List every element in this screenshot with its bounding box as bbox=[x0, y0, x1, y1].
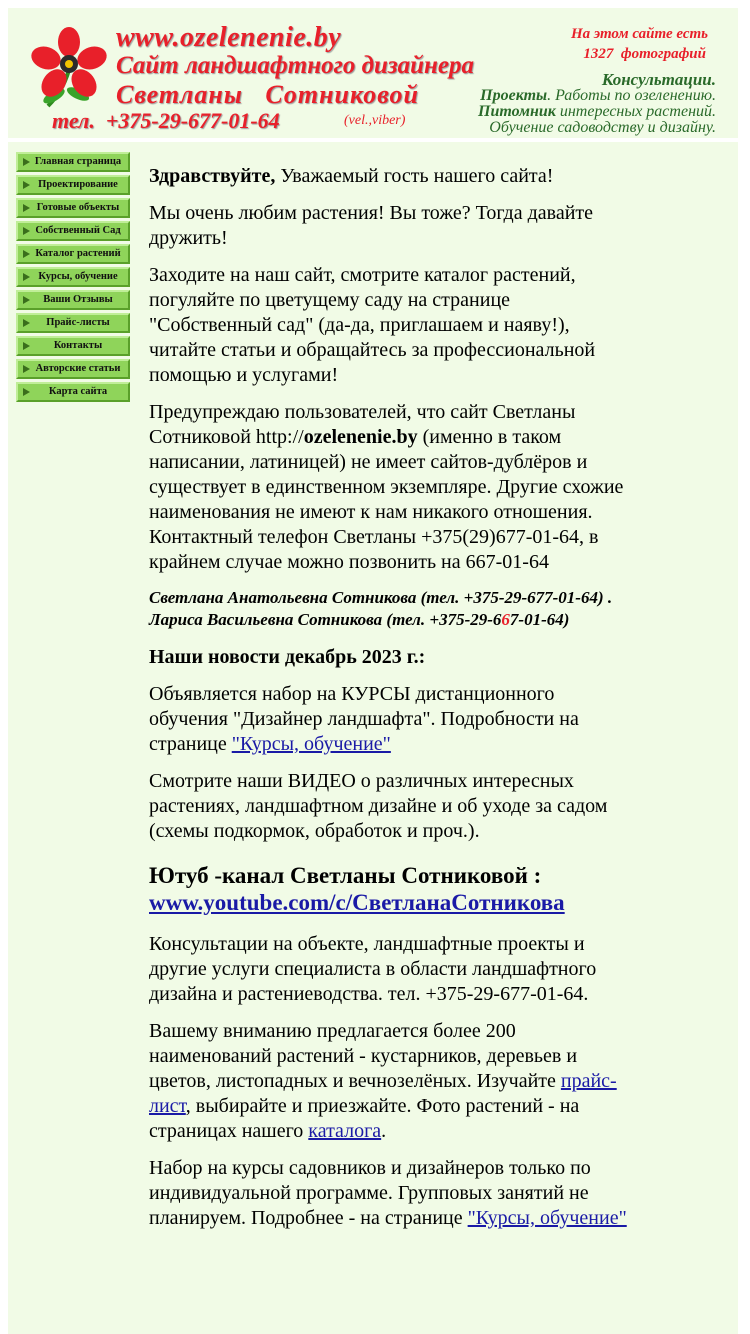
nav-item-sitemap[interactable] bbox=[16, 382, 130, 402]
nav-item-label: Авторские статьи bbox=[35, 363, 121, 374]
photos-count bbox=[583, 46, 706, 63]
courses-paragraph bbox=[149, 1156, 631, 1231]
plants-text-b: , выбирайте и приезжайте. Фото растений - на страницах нашего bbox=[149, 1095, 580, 1142]
nav-item-plant-catalog[interactable] bbox=[16, 244, 130, 264]
site-url[interactable]: www.ozelenenie.by bbox=[116, 22, 342, 53]
courses-text: Набор на курсы садовников и дизайнеров только по индивидуальной программе. Групповых занятий не планируем. Подробнее - на странице bbox=[149, 1157, 591, 1229]
training-text: Обучение садоводству и дизайну. bbox=[489, 119, 716, 136]
nav-item-price-lists[interactable] bbox=[16, 313, 130, 333]
main-content bbox=[149, 164, 631, 1243]
welcome-paragraph: Заходите на наш сайт, смотрите каталог растений, погуляйте по цветущему саду на странице "Собственный сад" (да-да, приглашаем и наяву!), читайте статьи и обращайтесь за профессиональной помощью и услугами! bbox=[149, 264, 596, 386]
consultations-text: Консультации. bbox=[601, 70, 716, 89]
news-courses bbox=[149, 682, 631, 757]
intro-paragraph: Мы очень любим растения! Вы тоже? Тогда давайте дружить! bbox=[149, 202, 594, 249]
nav-item-own-garden[interactable] bbox=[16, 221, 130, 241]
side-nav bbox=[16, 152, 130, 405]
greeting-bold: Здравствуйте, bbox=[149, 165, 276, 187]
youtube-link[interactable]: www.youtube.com/c/СветланаСотникова bbox=[149, 890, 565, 915]
nav-item-label: Главная страница bbox=[34, 156, 122, 167]
greeting-rest: Уважаемый гость нашего сайта! bbox=[275, 165, 554, 187]
nursery-bold: Питомник bbox=[478, 103, 556, 120]
plants-text-a: Вашему вниманию предлагается более 200 наименований растений - кустарников, деревьев и цветов, листопадных и вечнозелёных. Изучайте bbox=[149, 1020, 578, 1092]
signature-larisa-red-digit: 6 bbox=[501, 610, 510, 629]
nav-item-label: Ваши Отзывы bbox=[43, 294, 113, 305]
nav-item-label: Каталог растений bbox=[35, 248, 121, 259]
projects-rest: . Работы по озеленению. bbox=[547, 87, 716, 104]
header-phone: тел. +375-29-677-01-64 bbox=[52, 108, 280, 133]
catalog-link[interactable]: каталога bbox=[308, 1120, 382, 1142]
signatures bbox=[149, 587, 631, 631]
nursery-rest: интересных растений. bbox=[555, 103, 716, 120]
news-courses-text: Объявляется набор на КУРСЫ дистанционного обучения "Дизайнер ландшафта". Подробности на странице bbox=[149, 683, 579, 755]
phone-note: (vel.,viber) bbox=[344, 113, 406, 128]
photos-count-word: фотографий bbox=[620, 46, 706, 62]
designer-name: Светланы Сотниковой bbox=[116, 80, 419, 109]
youtube-section bbox=[149, 862, 631, 916]
nav-item-label: Контакты bbox=[53, 340, 103, 351]
nav-item-finished-objects[interactable] bbox=[16, 198, 130, 218]
nav-item-contacts[interactable] bbox=[16, 336, 130, 356]
warning-text-start: Предупреждаю пользователей, что сайт Светланы Сотниковой http:// bbox=[149, 401, 576, 448]
signature-larisa-b: 7-01-64) bbox=[509, 610, 570, 629]
projects-bold: Проекты bbox=[480, 87, 548, 104]
photos-count-number: 1327 bbox=[583, 46, 614, 62]
nav-item-design[interactable] bbox=[16, 175, 130, 195]
price-list-link[interactable]: прайс-лист bbox=[149, 1070, 617, 1117]
youtube-heading: Ютуб -канал Светланы Сотниковой : bbox=[149, 863, 542, 888]
nav-item-articles[interactable] bbox=[16, 359, 130, 379]
plants-paragraph bbox=[149, 1019, 631, 1144]
consult-paragraph: Консультации на объекте, ландшафтные проекты и другие услуги специалиста в области ландшафтного дизайна и растениеводства. тел. +375-29-677-01-64. bbox=[149, 933, 597, 1005]
site-tagline: Сайт ландшафтного дизайнера bbox=[116, 52, 475, 79]
news-heading: Наши новости декабрь 2023 г.: bbox=[149, 646, 426, 668]
greeting bbox=[149, 164, 631, 189]
domain-name: ozelenenie.by bbox=[303, 426, 418, 448]
courses-link-2[interactable]: "Курсы, обучение" bbox=[467, 1207, 627, 1229]
signature-svetlana: Светлана Анатольевна Сотникова (тел. +375-29-677-01-64) . bbox=[149, 588, 613, 607]
plants-text-c: . bbox=[381, 1120, 387, 1142]
nav-item-reviews[interactable] bbox=[16, 290, 130, 310]
nav-item-courses[interactable] bbox=[16, 267, 130, 287]
nav-item-label: Прайс-листы bbox=[46, 317, 110, 328]
nav-item-label: Готовые объекты bbox=[36, 202, 120, 213]
courses-link[interactable]: "Курсы, обучение" bbox=[231, 733, 391, 755]
signature-larisa-a: Лариса Васильевна Сотникова (тел. +375-29-6 bbox=[149, 610, 502, 629]
nav-item-label: Карта сайта bbox=[48, 386, 108, 397]
news-video: Смотрите наши ВИДЕО о различных интересных растениях, ландшафтном дизайне и об уходе за садом (схемы подкормок, обработок и проч.). bbox=[149, 770, 608, 842]
warning-paragraph bbox=[149, 400, 631, 575]
warning-text-end: (именно в таком написании, латиницей) не имеет сайтов-дублёров и существует в единственном экземпляре. Другие схожие наименования не имеют к нам никакого отношения. Контактный телефон Светланы +375(29)677-01-64, в крайнем случае можно позвонить на 667-01-64 bbox=[149, 426, 624, 573]
nav-item-home[interactable] bbox=[16, 152, 130, 172]
nav-item-label: Проектирование bbox=[38, 179, 118, 190]
nav-item-label: Курсы, обучение bbox=[38, 271, 118, 282]
flower-logo-icon[interactable] bbox=[28, 26, 110, 108]
site-header bbox=[8, 8, 738, 138]
photos-count-label: На этом сайте есть bbox=[571, 26, 708, 42]
nav-item-label: Собственный Сад bbox=[35, 225, 121, 236]
